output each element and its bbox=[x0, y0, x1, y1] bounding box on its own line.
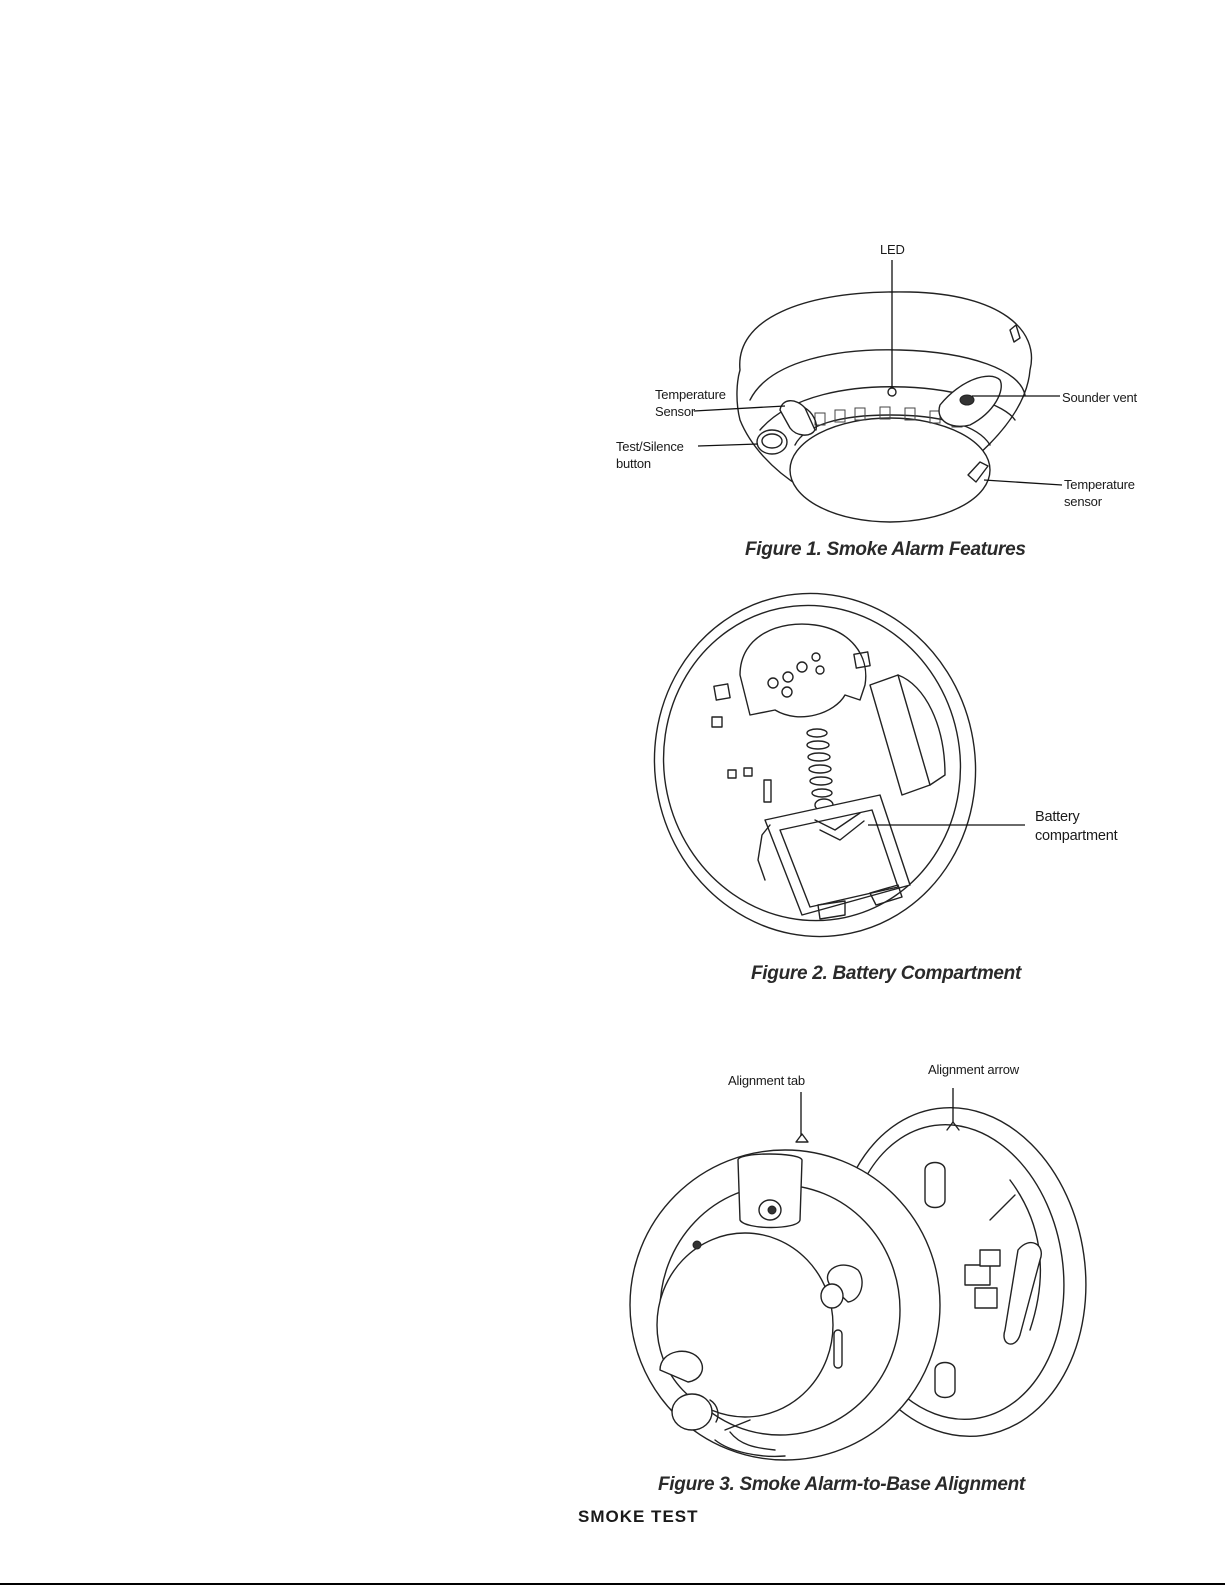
label-sounder-vent: Sounder vent bbox=[1062, 390, 1137, 405]
label-alignment-arrow: Alignment arrow bbox=[928, 1062, 1019, 1077]
figure-3-caption: Figure 3. Smoke Alarm-to-Base Alignment bbox=[658, 1474, 1025, 1495]
label-test-silence-button: Test/Silence button bbox=[616, 439, 684, 471]
label-battery-compartment: Battery compartment bbox=[1035, 809, 1118, 844]
label-temperature-sensor-left: Temperature Sensor bbox=[655, 387, 726, 419]
figure-2-battery-compartment bbox=[640, 585, 1000, 955]
battery-compartment-illustration bbox=[640, 585, 1000, 955]
alignment-illustration bbox=[620, 1060, 1120, 1470]
figure-1-caption: Figure 1. Smoke Alarm Features bbox=[745, 539, 1026, 560]
next-section-heading: SMOKE TEST bbox=[578, 1507, 699, 1526]
figure-2-caption: Figure 2. Battery Compartment bbox=[751, 963, 1022, 984]
label-led: LED bbox=[880, 242, 905, 257]
label-alignment-tab: Alignment tab bbox=[728, 1073, 805, 1088]
figure-3-alarm-to-base-alignment bbox=[620, 1060, 1120, 1470]
label-temperature-sensor-right: Temperature sensor bbox=[1064, 477, 1135, 509]
